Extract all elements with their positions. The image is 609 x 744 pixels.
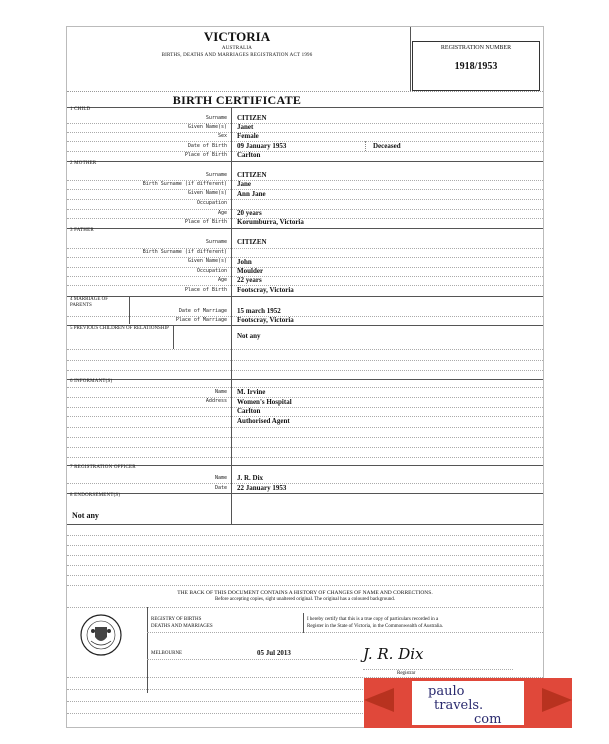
mother-birth-surname: Jane (237, 180, 251, 188)
informant-name: M. Irvine (237, 388, 266, 396)
section-father: 3 FATHER (70, 228, 94, 233)
father-pob: Footscray, Victoria (237, 286, 294, 294)
father-birth-surname-label: Birth Surname (if different) (142, 249, 227, 255)
father-pob-label: Place of Birth (184, 287, 227, 293)
section-previous-children: 5 PREVIOUS CHILDREN OF RELATIONSHIP (70, 326, 169, 331)
mother-surname: CITIZEN (237, 171, 267, 179)
certificate-header (67, 27, 543, 92)
officer-name-label: Name (214, 475, 227, 481)
informant-address-1: Women's Hospital (237, 398, 292, 406)
registrar-signature: J. R. Dix (363, 645, 424, 663)
child-dob: 09 January 1953 (237, 142, 287, 150)
marriage-place: Footscray, Victoria (237, 316, 294, 324)
paulotravels-logo (364, 678, 572, 728)
section-mother: 2 MOTHER (70, 161, 97, 166)
child-sex-label: Sex (217, 133, 227, 139)
rule (67, 107, 543, 108)
officer-date: 22 January 1953 (237, 484, 287, 492)
footer-notice-2: Before accepting copies, sight unaltered original. The original has a coloured background. (214, 597, 396, 602)
country-name: AUSTRALIA (221, 46, 253, 51)
issue-city: MELBOURNE (151, 651, 183, 656)
section-endorsements: 8 ENDORSEMENT(S) (70, 493, 121, 498)
child-pob-label: Place of Birth (184, 152, 227, 158)
father-occupation: Moulder (237, 267, 264, 275)
child-surname-label: Surname (205, 115, 227, 121)
registration-number: 1918/1953 (454, 61, 498, 72)
child-dob-label: Date of Birth (187, 143, 227, 149)
footer-notice: THE BACK OF THIS DOCUMENT CONTAINS A HISTORY OF CHANGES OF NAME AND CORRECTIONS. (177, 590, 433, 596)
child-surname: CITIZEN (237, 114, 267, 122)
section-officer: 7 REGISTRATION OFFICER (70, 465, 136, 470)
registry-line-2: DEATHS AND MARRIAGES (151, 624, 213, 629)
issue-date: 05 Jul 2013 (257, 649, 291, 657)
informant-name-label: Name (214, 389, 227, 395)
father-age: 22 years (237, 276, 262, 284)
mother-surname-label: Surname (205, 172, 227, 178)
father-occupation-label: Occupation (196, 268, 227, 274)
endorsements-value: Not any (72, 511, 99, 520)
mother-birth-surname-label: Birth Surname (if different) (142, 181, 227, 187)
informant-address-2: Carlton (237, 407, 261, 415)
mother-age-label: Age (217, 210, 227, 216)
certificate-title: BIRTH CERTIFICATE (172, 93, 302, 107)
coat-of-arms-seal-icon (79, 613, 123, 657)
mother-pob-label: Place of Birth (184, 219, 227, 225)
section-informant: 6 INFORMANT(S) (70, 379, 113, 384)
informant-address-label: Address (205, 398, 227, 404)
previous-children-value: Not any (237, 332, 261, 340)
certify-line-2: Register in the State of Victoria, in the Commonwealth of Australia. (307, 624, 443, 629)
registrar-label: Registrar (397, 671, 416, 676)
mother-given-label: Given Name(s) (187, 190, 227, 196)
child-given-label: Given Name(s) (187, 124, 227, 130)
mother-given: Ann Jane (237, 190, 266, 198)
marriage-place-label: Place of Marriage (175, 317, 227, 323)
father-surname-label: Surname (205, 239, 227, 245)
child-pob: Carlton (237, 151, 261, 159)
child-sex: Female (237, 132, 259, 140)
certify-line-1: I hereby certify that this is a true copy of particulars recorded in a (307, 617, 439, 622)
section-child: 1 CHILD (70, 107, 91, 112)
informant-address-3: Authorised Agent (237, 417, 290, 425)
marriage-date-label: Date of Marriage (178, 308, 227, 314)
father-given-label: Given Name(s) (187, 258, 227, 264)
officer-date-label: Date (214, 485, 227, 491)
registration-box (412, 41, 540, 91)
header-divider (410, 27, 411, 91)
registration-label: REGISTRATION NUMBER (440, 45, 512, 51)
mother-pob: Korumburra, Victoria (237, 218, 304, 226)
logo-text-3: com (474, 712, 502, 727)
certificate (66, 26, 544, 728)
father-surname: CITIZEN (237, 238, 267, 246)
child-status: Deceased (373, 142, 401, 150)
state-name: VICTORIA (203, 29, 271, 44)
marriage-date: 15 march 1952 (237, 307, 281, 315)
father-given: John (237, 258, 252, 266)
father-age-label: Age (217, 277, 227, 283)
section-marriage: 4 MARRIAGE OF PARENTS (70, 297, 109, 308)
logo-text-2: travels. (434, 698, 484, 713)
act-name: BIRTHS, DEATHS AND MARRIAGES REGISTRATION ACT 1996 (161, 53, 313, 58)
registry-line-1: REGISTRY OF BIRTHS (151, 617, 202, 622)
officer-name: J. R. Dix (237, 474, 264, 482)
mother-occupation-label: Occupation (196, 200, 227, 206)
logo-text-1: paulo (428, 684, 465, 699)
child-given: Janet (237, 123, 254, 131)
mother-age: 20 years (237, 209, 262, 217)
